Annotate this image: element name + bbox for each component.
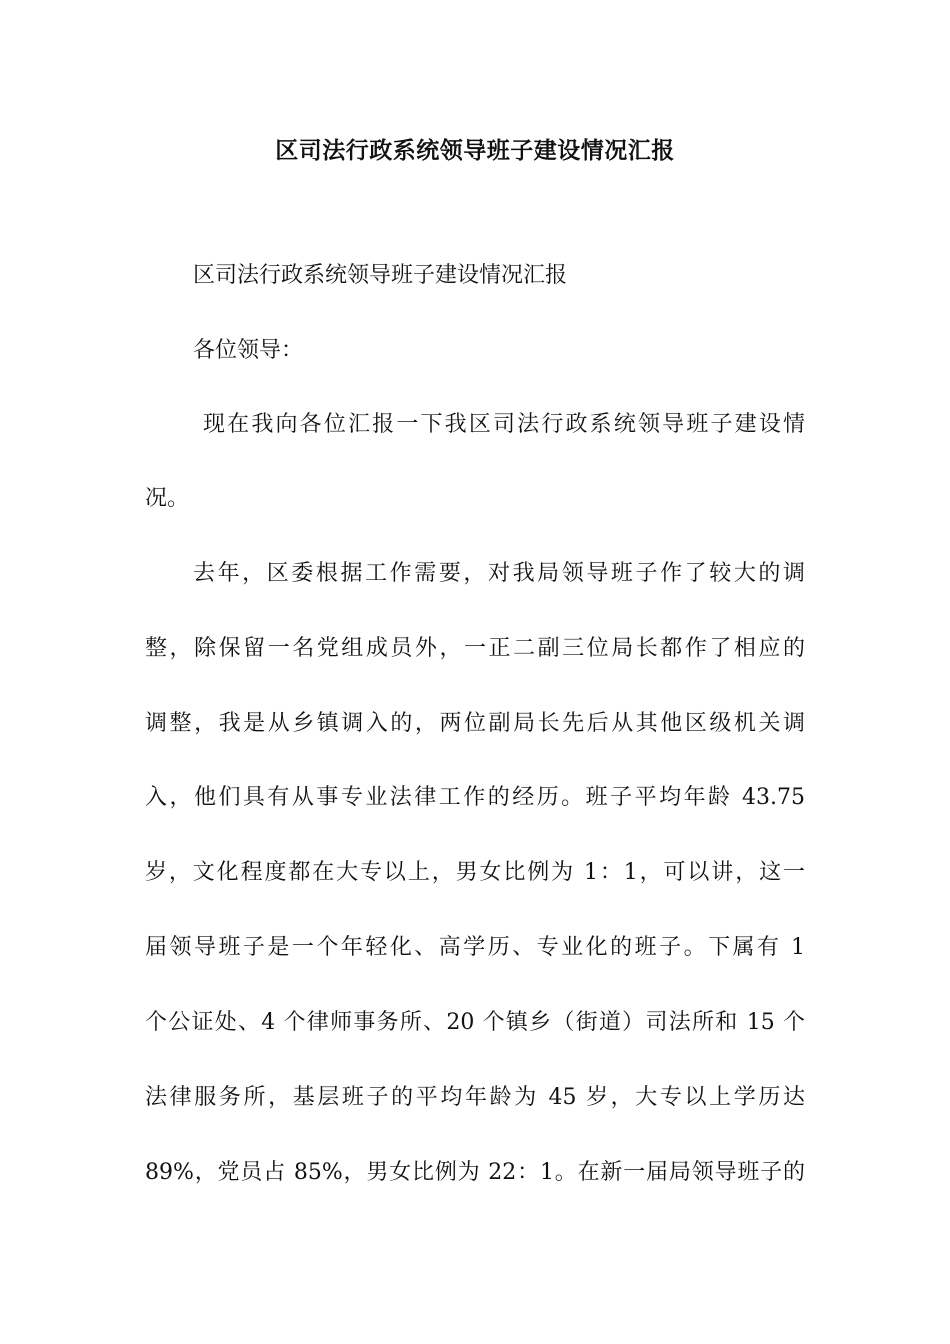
paragraph-line: 入，他们具有从事专业法律工作的经历。班子平均年龄 43.75 xyxy=(145,785,805,810)
paragraph-line: 届领导班子是一个年轻化、高学历、专业化的班子。下属有 1 xyxy=(145,935,805,960)
paragraph-line: 个公证处、4 个律师事务所、20 个镇乡（街道）司法所和 15 个 xyxy=(145,1010,805,1035)
paragraph-line: 现在我向各位汇报一下我区司法行政系统领导班子建设情 xyxy=(203,412,805,437)
paragraph-line: 整，除保留一名党组成员外，一正二副三位局长都作了相应的 xyxy=(145,636,805,661)
document-title: 区司法行政系统领导班子建设情况汇报 xyxy=(275,137,675,164)
paragraph-line-heading: 区司法行政系统领导班子建设情况汇报 xyxy=(193,263,568,288)
paragraph-line: 89%，党员占 85%，男女比例为 22：1。在新一届局领导班子的 xyxy=(145,1160,805,1185)
paragraph-line: 况。 xyxy=(145,486,190,511)
paragraph-line-salutation: 各位领导： xyxy=(193,338,304,363)
paragraph-line: 调整，我是从乡镇调入的，两位副局长先后从其他区级机关调 xyxy=(145,711,805,736)
paragraph-line: 法律服务所，基层班子的平均年龄为 45 岁，大专以上学历达 xyxy=(145,1085,805,1110)
paragraph-line: 岁，文化程度都在大专以上，男女比例为 1：1，可以讲，这一 xyxy=(145,860,805,885)
paragraph-line: 去年，区委根据工作需要，对我局领导班子作了较大的调 xyxy=(193,561,805,586)
